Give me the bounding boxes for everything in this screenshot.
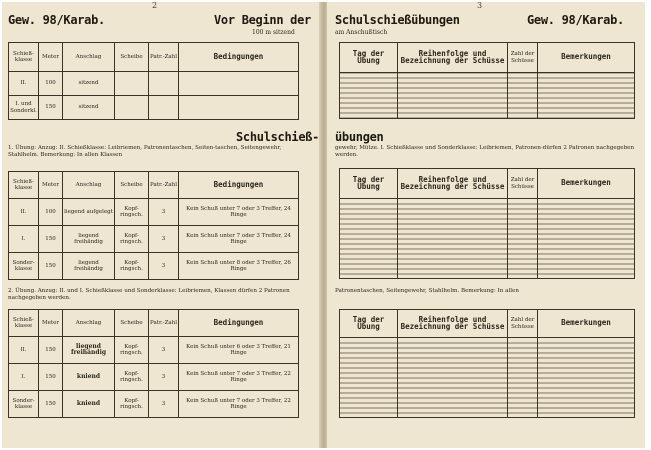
table-row — [9, 96, 299, 120]
table-cell: Kein Schuß unter 7 oder 3 Treffer, 24 Ringe — [179, 226, 299, 253]
table-cell: Kein Schuß unter 7 oder 3 Treffer, 22 Ringe — [179, 364, 299, 391]
col-header: Bedingungen — [179, 172, 299, 199]
exercise-2-table — [8, 309, 299, 418]
table-cell: Kein Schuß unter 8 oder 3 Treffer, 26 Ringe — [179, 253, 299, 280]
table-cell: 150 — [39, 96, 63, 120]
section-title: Schulschieß- — [236, 130, 320, 144]
table-cell: Kopf-ringsch. — [115, 253, 149, 280]
table-cell: I. und Sonderkl. — [9, 96, 39, 120]
entry-cell[interactable] — [398, 73, 508, 119]
left-page — [2, 2, 321, 448]
table-row — [340, 338, 635, 418]
table-cell: II. — [9, 337, 39, 364]
entry-cell[interactable] — [538, 199, 635, 279]
table-cell — [115, 72, 149, 96]
col-header: Zahl der Schüsse — [508, 43, 538, 73]
table-cell — [115, 96, 149, 120]
distance-note: 100 m sitzend — [252, 29, 295, 36]
col-header: Reihenfolge und Bezeichnung der Schüsse — [398, 169, 508, 199]
col-header: Scheibe — [115, 43, 149, 72]
page-number: 3 — [477, 2, 483, 10]
table-cell: I. — [9, 364, 39, 391]
entry-cell[interactable] — [340, 199, 398, 279]
page-title: Schulschießübungen — [335, 13, 460, 27]
table-cell: II. — [9, 72, 39, 96]
before-title: Vor Beginn der — [214, 13, 311, 27]
table-cell: sitzend — [63, 72, 115, 96]
col-header: Scheibe — [115, 310, 149, 337]
col-header: Bemerkungen — [538, 310, 635, 338]
col-header: Reihenfolge und Bezeichnung der Schüsse — [398, 310, 508, 338]
col-header: Zahl der Schüsse — [508, 310, 538, 338]
table-cell: sitzend — [63, 96, 115, 120]
right-page — [327, 2, 645, 448]
continuation-text-2: Patronentaschen, Seitengewehr, Stahlhelm. Bemerkung: In allen — [335, 288, 519, 294]
table-cell: 150 — [39, 391, 63, 418]
exercise-2-text: 2. Übung. Anzug: II. und I. Schießklasse und Sonderklasse: Leibriemen, Klassen dürfen 2 Patronen nachgegeben werden. — [8, 288, 290, 301]
entry-cell[interactable] — [508, 199, 538, 279]
col-header: Schieß-klasse — [9, 310, 39, 337]
section-title: übungen — [335, 130, 384, 144]
table-cell: Kein Schuß unter 6 oder 3 Treffer, 21 Ringe — [179, 337, 299, 364]
entry-cell[interactable] — [340, 338, 398, 418]
table-cell — [179, 72, 299, 96]
weapon-title: Gew. 98/Karab. — [8, 13, 105, 27]
table-cell — [149, 96, 179, 120]
table-cell: Kein Schuß unter 7 oder 3 Treffer, 24 Ringe — [179, 199, 299, 226]
table-row — [9, 337, 299, 364]
open-booklet — [2, 2, 645, 448]
table-cell: 150 — [39, 364, 63, 391]
log-table-2 — [339, 168, 635, 279]
col-header: Zahl der Schüsse — [508, 169, 538, 199]
log-table-3 — [339, 309, 635, 418]
entry-cell[interactable] — [398, 199, 508, 279]
table-cell: 100 — [39, 199, 63, 226]
col-header: Anschlag — [63, 310, 115, 337]
table-cell: Kein Schuß unter 7 oder 3 Treffer, 22 Ringe — [179, 391, 299, 418]
table-row — [340, 73, 635, 119]
table-row — [9, 72, 299, 96]
col-header: Tag der Übung — [340, 43, 398, 73]
col-header: Schieß-klasse — [9, 172, 39, 199]
table-cell: 3 — [149, 337, 179, 364]
table-row — [340, 199, 635, 279]
col-header: Bemerkungen — [538, 169, 635, 199]
col-header: Anschlag — [63, 172, 115, 199]
entry-cell[interactable] — [340, 73, 398, 119]
table-cell: kniend — [63, 391, 115, 418]
table-cell — [149, 72, 179, 96]
table-cell: I. — [9, 226, 39, 253]
table-cell: 3 — [149, 391, 179, 418]
col-header: Reihenfolge und Bezeichnung der Schüsse — [398, 43, 508, 73]
table-cell: liegend freihändig — [63, 226, 115, 253]
col-header: Meter — [39, 310, 63, 337]
weapon-title: Gew. 98/Karab. — [527, 13, 624, 27]
page-subtitle: am Anschußtisch — [335, 29, 388, 36]
exercise-1-text: 1. Übung: Anzug: II. Schießklasse: Leibriemen, Patronentaschen, Seiten-taschen, Seitengewehr, Stahlhelm. Bemerkung: In allen Klassen — [8, 145, 282, 158]
table-row — [9, 226, 299, 253]
log-table-1 — [339, 42, 635, 119]
table-cell: 150 — [39, 226, 63, 253]
table-cell: Kopf-ringsch. — [115, 391, 149, 418]
table-cell: Kopf-ringsch. — [115, 364, 149, 391]
col-header: Anschlag — [63, 43, 115, 72]
page-number: 2 — [152, 2, 158, 10]
table-cell: liegend aufgelegt — [63, 199, 115, 226]
col-header: Tag der Übung — [340, 310, 398, 338]
pre-exercise-table — [8, 42, 299, 120]
table-cell — [179, 96, 299, 120]
entry-cell[interactable] — [508, 73, 538, 119]
table-row — [9, 364, 299, 391]
col-header: Patr.-Zahl — [149, 172, 179, 199]
table-cell: Kopf-ringsch. — [115, 199, 149, 226]
col-header: Bedingungen — [179, 43, 299, 72]
table-cell: 150 — [39, 253, 63, 280]
table-cell: Kopf-ringsch. — [115, 226, 149, 253]
table-cell: 150 — [39, 337, 63, 364]
col-header: Scheibe — [115, 172, 149, 199]
col-header: Schieß-klasse — [9, 43, 39, 72]
col-header: Patr.-Zahl — [149, 43, 179, 72]
table-cell: 3 — [149, 199, 179, 226]
continuation-text-1: gewehr, Mütze. I. Schießklasse und Sonderklasse: Leibriemen, Patronen-dürfen 2 Patronen nachgegeben werden. — [335, 145, 635, 158]
table-cell: Sonder-klasse — [9, 391, 39, 418]
col-header: Meter — [39, 43, 63, 72]
entry-cell[interactable] — [508, 338, 538, 418]
table-cell: liegend freihändig — [63, 253, 115, 280]
col-header: Bemerkungen — [538, 43, 635, 73]
col-header: Patr.-Zahl — [149, 310, 179, 337]
table-row — [9, 253, 299, 280]
table-cell: kniend — [63, 364, 115, 391]
table-cell: 3 — [149, 253, 179, 280]
entry-cell[interactable] — [538, 338, 635, 418]
table-cell: liegend freihändig — [63, 337, 115, 364]
table-cell: II. — [9, 199, 39, 226]
col-header: Tag der Übung — [340, 169, 398, 199]
col-header: Bedingungen — [179, 310, 299, 337]
table-row — [9, 391, 299, 418]
table-cell: Kopf-ringsch. — [115, 337, 149, 364]
table-cell: Sonder-klasse — [9, 253, 39, 280]
entry-cell[interactable] — [538, 73, 635, 119]
table-cell: 3 — [149, 226, 179, 253]
table-row — [9, 199, 299, 226]
table-cell: 100 — [39, 72, 63, 96]
entry-cell[interactable] — [398, 338, 508, 418]
table-cell: 3 — [149, 364, 179, 391]
col-header: Meter — [39, 172, 63, 199]
exercise-1-table — [8, 171, 299, 280]
